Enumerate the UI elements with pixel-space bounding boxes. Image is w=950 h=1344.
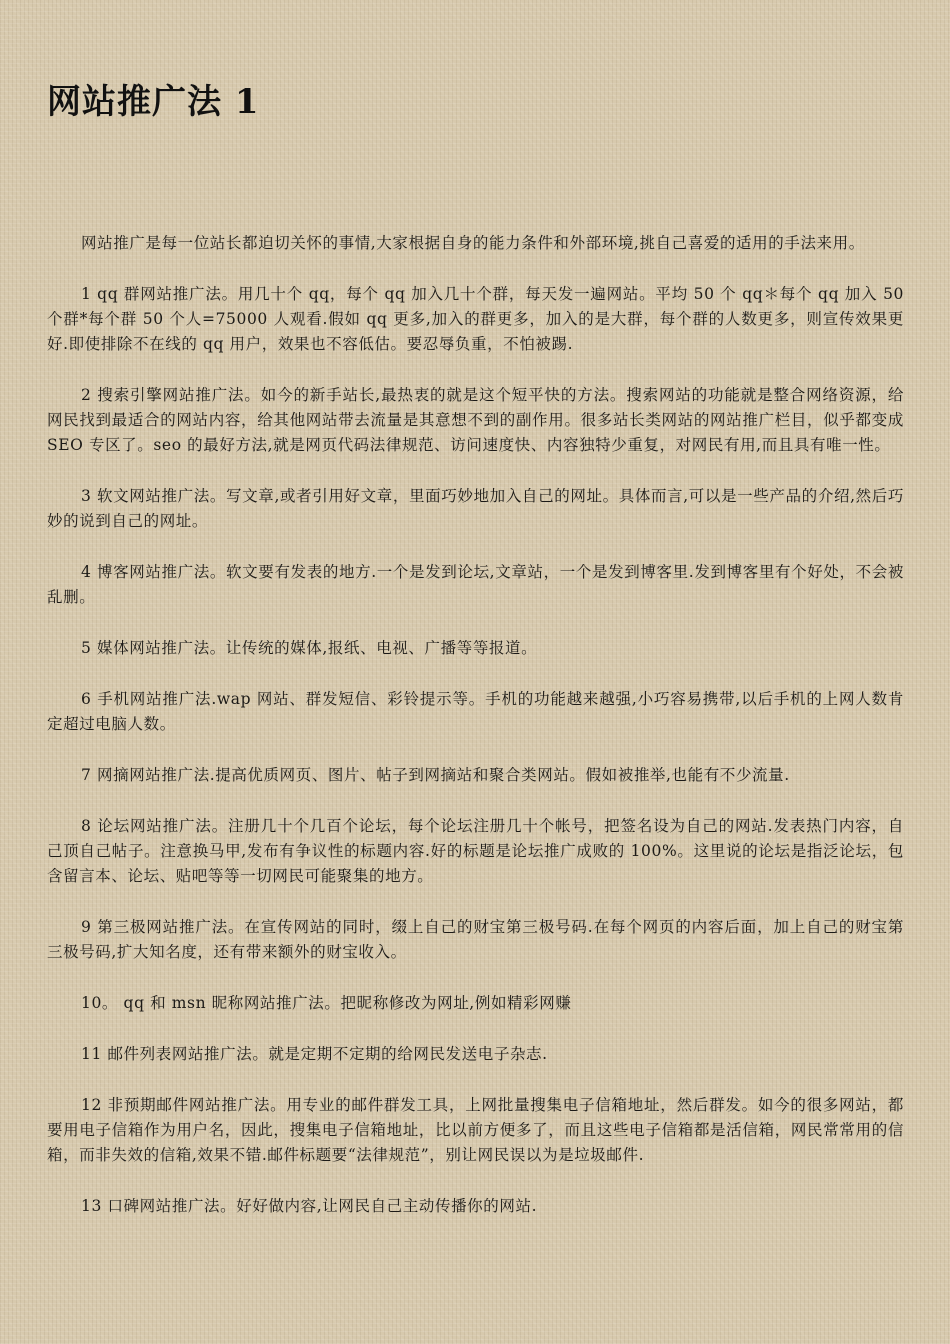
paragraph-2-search-engine: 2 搜索引擎网站推广法。如今的新手站长,最热衷的就是这个短平快的方法。搜索网站的功能就是整合网络资源，给网民找到最适合的网站内容，给其他网站带去流量是其意想不到的副作用。很多站长类网站的网站推广栏目，似乎都变成 SEO 专区了。seo 的最好方法,就是网页代码法律规范、访问速度快、内容独特少重复，对网民有用,而且具有唯一性。 (47, 386, 904, 454)
paragraph-7-bookmark: 7 网摘网站推广法.提高优质网页、图片、帖子到网摘站和聚合类网站。假如被推举,也能有不少流量. (81, 766, 790, 784)
paragraph-6-mobile: 6 手机网站推广法.wap 网站、群发短信、彩铃提示等。手机的功能越来越强,小巧容易携带,以后手机的上网人数肯定超过电脑人数。 (47, 690, 904, 733)
document-title: 网站推广法 1 (47, 82, 260, 122)
paragraph-5-media: 5 媒体网站推广法。让传统的媒体,报纸、电视、广播等等报道。 (81, 639, 538, 657)
paragraph-intro: 网站推广是每一位站长都迫切关怀的事情,大家根据自身的能力条件和外部环境,挑自己喜爱的适用的手法来用。 (81, 234, 865, 252)
paragraph-10-nickname: 10。 qq 和 msn 昵称网站推广法。把昵称修改为网址,例如精彩网赚 (81, 994, 572, 1012)
paragraph-12-bulk-email: 12 非预期邮件网站推广法。用专业的邮件群发工具，上网批量搜集电子信箱地址，然后群发。如今的很多网站，都要用电子信箱作为用户名，因此，搜集电子信箱地址，比以前方便多了，而且这些电子信箱都是活信箱，网民常常用的信箱，而非失效的信箱,效果不错.邮件标题要“法律规范”，别让网民误以为是垃圾邮件. (47, 1096, 904, 1164)
paragraph-1-qq-group: 1 qq 群网站推广法。用几十个 qq，每个 qq 加入几十个群，每天发一遍网站。平均 50 个 qq＊每个 qq 加入 50 个群*每个群 50 个人=75000 人观看.假如 qq 更多,加入的群更多，加入的是大群，每个群的人数更多，则宣传效果更好.即使排除不在线的 qq 用户，效果也不容低估。要忍辱负重，不怕被踢. (47, 285, 904, 353)
paragraph-9-third-pole: 9 第三极网站推广法。在宣传网站的同时，缀上自己的财宝第三极号码.在每个网页的内容后面，加上自己的财宝第三极号码,扩大知名度，还有带来额外的财宝收入。 (47, 918, 904, 961)
paragraph-11-mailing-list: 11 邮件列表网站推广法。就是定期不定期的给网民发送电子杂志. (81, 1045, 548, 1063)
paragraph-3-soft-article: 3 软文网站推广法。写文章,或者引用好文章，里面巧妙地加入自己的网址。具体而言,可以是一些产品的介绍,然后巧妙的说到自己的网址。 (47, 487, 904, 530)
paragraph-4-blog: 4 博客网站推广法。软文要有发表的地方.一个是发到论坛,文章站，一个是发到博客里.发到博客里有个好处，不会被乱删。 (47, 563, 904, 606)
paragraph-8-forum: 8 论坛网站推广法。注册几十个几百个论坛，每个论坛注册几十个帐号，把签名设为自己的网站.发表热门内容，自己顶自己帖子。注意换马甲,发布有争议性的标题内容.好的标题是论坛推广成败的 100%。这里说的论坛是指泛论坛，包含留言本、论坛、贴吧等等一切网民可能聚集的地方。 (47, 817, 904, 885)
document-body (47, 231, 904, 1219)
paragraph-13-word-of-mouth: 13 口碑网站推广法。好好做内容,让网民自己主动传播你的网站. (81, 1197, 538, 1215)
